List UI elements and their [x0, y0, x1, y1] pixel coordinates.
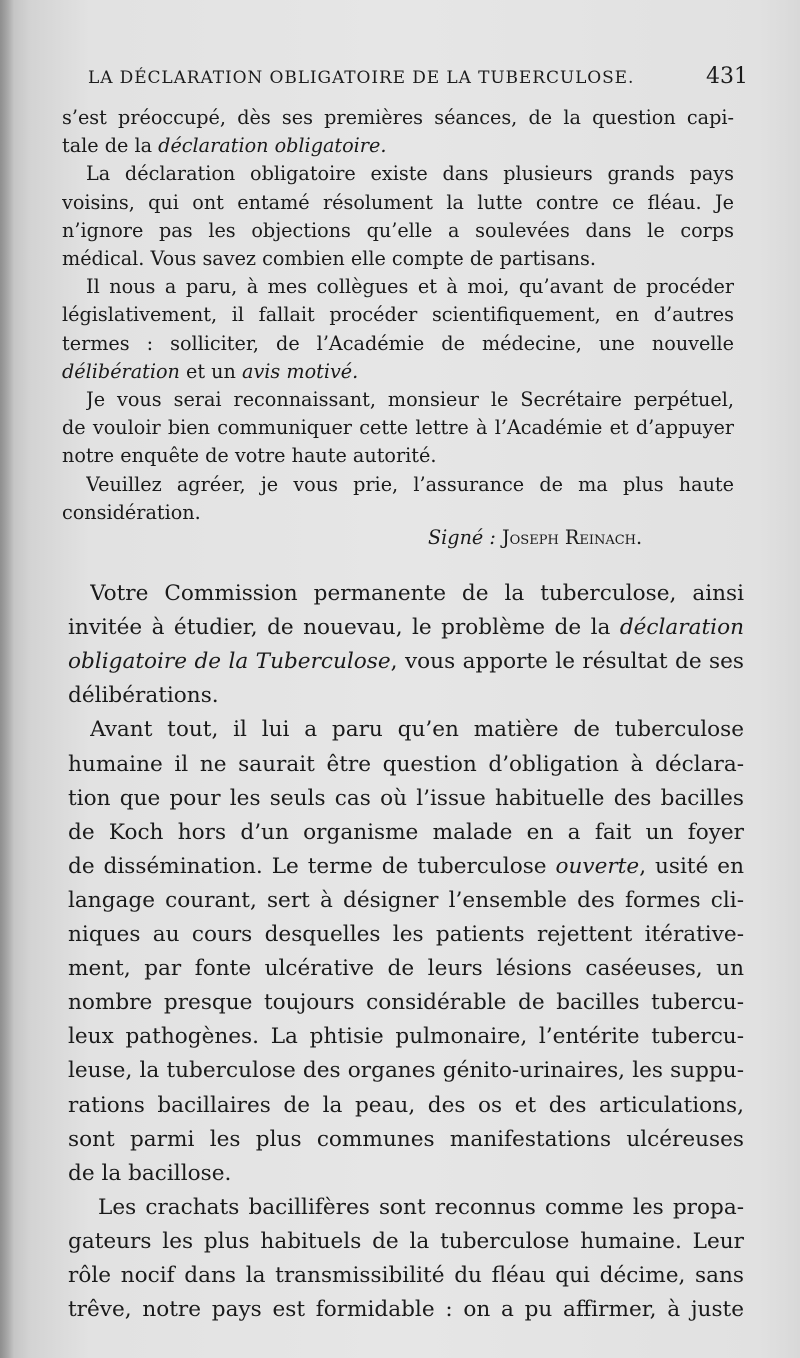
letter-line [62, 191, 734, 219]
letter-line [62, 219, 734, 247]
report-line [98, 1195, 744, 1229]
letter-line [86, 275, 734, 303]
report-line [68, 1058, 744, 1092]
letter-line [86, 388, 734, 416]
report-line [68, 1263, 744, 1297]
letter-line [86, 162, 734, 190]
report-line [68, 786, 744, 820]
report-line [68, 1127, 744, 1161]
text-run: délibérations. [68, 683, 219, 709]
text-run: , vous apporte le résultat de ses [390, 649, 744, 675]
signature-label: Signé : [428, 526, 496, 549]
text-run: trêve, notre pays est formidable : on a pu affirmer, à juste [68, 1297, 744, 1323]
letter-line [62, 416, 734, 444]
binding-shadow [0, 0, 14, 1358]
letter-line [62, 106, 734, 134]
text-run: sont parmi les plus communes manifestations ulcéreuses [68, 1126, 744, 1152]
report-line [90, 581, 744, 615]
report-line [90, 717, 744, 751]
text-run: n’ignore pas les objections qu’elle a soulevées dans le corps [62, 218, 734, 242]
text-run: tion que pour les seuls cas où l’issue habituelle des bacilles [68, 785, 744, 811]
text-run: humaine il ne saurait être question d’obligation à déclara- [68, 751, 744, 777]
text-run: langage courant, sert à désigner l’ensemble des formes cli- [68, 887, 744, 913]
report-line [68, 1093, 744, 1127]
text-run: Les crachats bacillifères sont reconnus comme les propa- [98, 1194, 744, 1220]
text-run: Il nous a paru, à mes collègues et à moi, qu’avant de procéder [86, 275, 734, 299]
page-number: 431 [706, 64, 748, 89]
signature-line [428, 526, 642, 549]
letter-line [62, 134, 386, 157]
text-run: de Koch hors d’un organisme malade en a fait un foyer [68, 819, 744, 845]
text-run: de vouloir bien communiquer cette lettre à l’Académie et d’appuyer [62, 416, 734, 440]
text-run: s’est préoccupé, dès ses premières séances, de la question capi- [62, 106, 734, 129]
report-line [68, 956, 744, 990]
report-line [68, 615, 744, 649]
text-run: Veuillez agréer, je vous prie, l’assurance de ma plus haute [86, 472, 734, 496]
report-line [68, 854, 744, 888]
report-line [68, 1229, 744, 1263]
italic-text: délibération [62, 359, 180, 383]
text-run: et un [179, 359, 243, 383]
text-run: La déclaration obligatoire existe dans plusieurs grands pays [86, 162, 734, 186]
text-run: de la bacillose. [68, 1160, 232, 1186]
text-run: leuse, la tuberculose des organes génito-urinaires, les suppu- [68, 1058, 744, 1084]
text-run: notre enquête de votre haute autorité. [62, 444, 437, 468]
text-run: voisins, qui ont entamé résolument la lutte contre ce fléau. Je [62, 190, 734, 214]
report-line [68, 649, 744, 683]
text-run: , usité en [639, 853, 744, 879]
report-line [68, 752, 744, 786]
text-run: considération. [62, 500, 201, 524]
text-run: Je vous serai reconnaissant, monsieur le Secrétaire perpétuel, [86, 388, 734, 411]
italic-text: obligatoire de la Tuberculose [68, 649, 391, 675]
italic-text: ouverte [555, 853, 640, 879]
text-run: législativement, il fallait procéder scientifiquement, en d’autres [62, 303, 734, 327]
letter-line [62, 332, 734, 360]
text-run: médical. Vous savez combien elle compte de partisans. [62, 247, 596, 270]
text-run: gateurs les plus habituels de la tuberculose humaine. Leur [68, 1228, 744, 1254]
text-run: Votre Commission permanente de la tuberculose, ainsi [90, 581, 744, 606]
text-run: leux pathogènes. La phtisie pulmonaire, l’entérite tubercu- [68, 1024, 744, 1050]
letter-line [62, 444, 436, 467]
running-head [88, 62, 748, 92]
running-title: LA DÉCLARATION OBLIGATOIRE DE LA TUBERCULOSE. [88, 68, 635, 88]
report-line [68, 1024, 744, 1058]
report-line [68, 888, 744, 922]
text-run: invitée à étudier, de nouevau, le problème de la [68, 615, 620, 641]
report-line [68, 922, 744, 956]
text-run: termes : solliciter, de l’Académie de médecine, une nouvelle [62, 331, 734, 355]
report-line [68, 990, 744, 1024]
italic-text: déclaration obligatoire. [158, 134, 387, 158]
report-line [68, 1297, 744, 1331]
text-run: niques au cours desquelles les patients rejettent itérative- [68, 922, 744, 947]
letter-line [62, 247, 596, 270]
letter-line [62, 303, 734, 331]
text-run: nombre presque toujours considérable de bacilles tubercu- [68, 990, 744, 1016]
report-line [68, 820, 744, 854]
letter-line [62, 360, 358, 383]
text-run: ment, par fonte ulcérative de leurs lésions caséeuses, un [68, 956, 744, 982]
text-run: Avant tout, il lui a paru qu’en matière de tuberculose [90, 717, 744, 743]
signature-name: Joseph Reinach. [501, 526, 643, 549]
letter-line [62, 501, 201, 524]
report-line [68, 1161, 231, 1186]
report-line [68, 683, 219, 708]
text-run: de dissémination. Le terme de tuberculose [68, 853, 556, 879]
text-run: rôle nocif dans la transmissibilité du fléau qui décime, sans [68, 1263, 744, 1288]
italic-text: déclaration [619, 615, 744, 641]
text-run: rations bacillaires de la peau, des os et des articulations, [68, 1092, 744, 1118]
letter-line [86, 473, 734, 501]
italic-text: avis motivé. [242, 359, 359, 383]
text-run: tale de la [62, 134, 159, 158]
